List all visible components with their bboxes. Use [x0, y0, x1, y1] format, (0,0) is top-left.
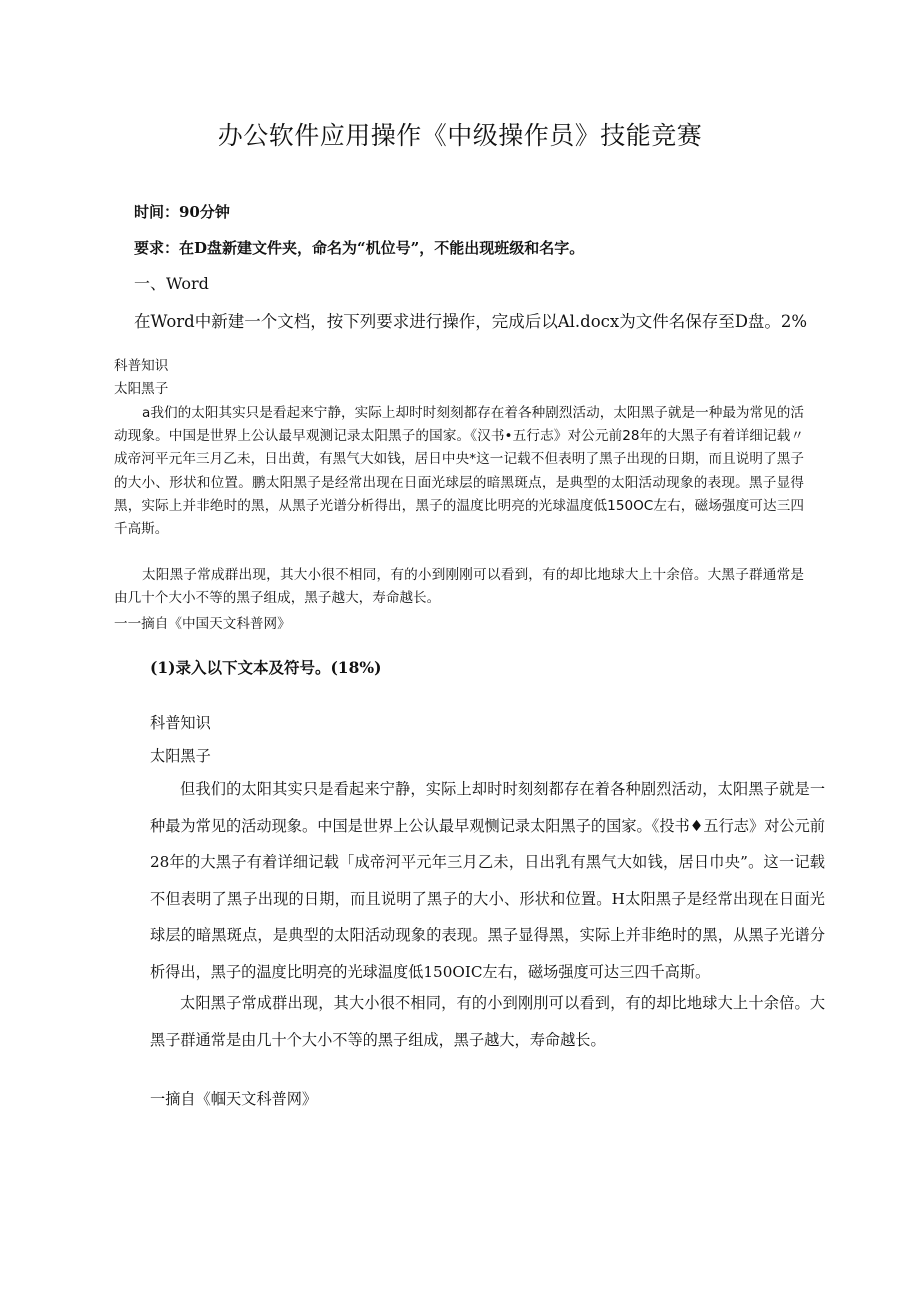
answer-source: 一摘自《帼天文科普网》 [150, 1090, 318, 1108]
section-word-heading: 一、Word [134, 274, 209, 293]
answer-heading-2: 太阳黑子 [150, 747, 211, 765]
time-limit: 时间：90分钟 [134, 203, 230, 221]
answer-paragraph-2: 太阳黑子常成群出现，其大小很不相同，有的小到刚刖可以看到，有的却比地球大上十余倍。大黑子群通常是由几十个大小不等的黑子组成，黑子越大，寿命越长。 [150, 994, 825, 1049]
task-instruction: 在Word中新建一个文档，按下列要求进行操作，完成后以Al.docx为文件名保存至D盘。2% [134, 312, 808, 331]
sample-paragraph-1: a我们的太阳其实只是看起来宁静，实际上却时时刻刻都存在着各种剧烈活动，太阳黑子就是一种最为常见的活动现象。中国是世界上公认最早观测记录太阳黑子的国家。《汉书•五行志》对公元前28年的大黑子有着详细记载〃成帝河平元年三月乙未，日出黄，有黑气大如钱，居日中央*这一记载不但表明了黑子出现的日期，而且说明了黑子的大小、形状和位置。鹏太阳黑子是经常出现在日面光球层的暗黑斑点，是典型的太阳活动现象的表现。黑子显得黑，实际上并非绝时的黑，从黑子光谱分析得出，黑子的温度比明亮的光球温度低150OC左右，磁场强度可达三四千高斯。 [114, 405, 804, 538]
sample-heading-1: 科普知识 [114, 358, 169, 374]
answer-paragraph-1: 但我们的太阳其实只是看起来宁静，实际上却时时刻刻都存在着各种剧烈活动，太阳黑子就是一种最为常见的活动现象。中国是世界上公认最早观恻记录太阳黑子的国家。《投书♦五行志》对公元前28年的大黑子有着详细记载「成帝河平元年三月乙未，日出乳有黑气大如钱，居日巾央”。这一记载不但表明了黑子出现的日期，而且说明了黑子的大小、形状和位置。H太阳黑子是经常出现在日面光球层的暗黑斑点，是典型的太阳活动现象的表现。黑子显得黑，实际上并非绝时的黑，从黑子光谱分析得出，黑子的温度比明亮的光球温度低150OIC左右，磁场强度可达三四千高斯。 [150, 780, 825, 981]
document-title: 办公软件应用操作《中级操作员》技能竞赛 [217, 121, 703, 150]
sample-heading-2: 太阳黑子 [114, 381, 169, 397]
sample-paragraph-2: 太阳黑子常成群出现，其大小很不相同，有的小到刚刚可以看到，有的却比地球大上十余倍。大黑子群通常是由几十个大小不等的黑子组成，黑子越大，寿命越长。 [114, 567, 804, 607]
sample-source: 一一摘自《中国天文科普网》 [114, 616, 291, 632]
task-1-heading: (1)录入以下文本及符号。(18%) [150, 658, 382, 677]
requirement: 要求：在D盘新建文件夹，命名为“机位号”，不能出现班级和名字。 [134, 239, 585, 257]
answer-heading-1: 科普知识 [150, 714, 211, 732]
